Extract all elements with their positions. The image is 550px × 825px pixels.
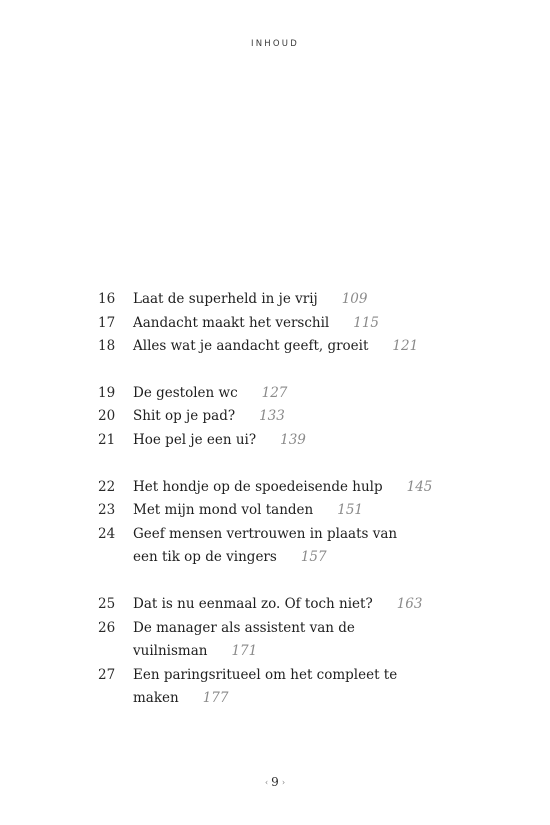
chapter-number: 24: [98, 525, 116, 542]
chapter-title: [133, 499, 363, 523]
chapter-title-text: Het hondje op de spoedeisende hulp: [133, 478, 383, 495]
chapter-number: 18: [98, 338, 116, 355]
chapter-title: [133, 429, 306, 453]
toc-group: [0, 476, 550, 570]
chapter-title: [133, 288, 367, 312]
page-reference: 127: [261, 384, 288, 401]
chapter-title-line: [133, 499, 363, 523]
chapter-title-text: Laat de superheld in je vrij: [133, 291, 318, 307]
ornament-left-icon: ‹: [264, 778, 269, 787]
chapter-number: 19: [98, 384, 116, 401]
chapter-title-text: Hoe pel je een ui?: [133, 431, 257, 448]
chapter-title-line: Geef mensen vertrouwen in plaats van: [133, 525, 398, 542]
chapter-title-text: Met mijn mond vol tanden: [133, 502, 314, 519]
chapter-title: [133, 617, 453, 664]
chapter-title: [133, 593, 422, 617]
chapter-title-line: [133, 405, 285, 429]
chapter-title-line: [133, 335, 418, 359]
chapter-title-line: [133, 546, 397, 570]
chapter-title-line: [133, 664, 453, 711]
chapter-title: [133, 312, 379, 336]
chapter-title-text: Shit op je pad?: [133, 408, 236, 425]
page-reference: 163: [396, 595, 423, 612]
chapter-title-text: De manager als assistent van de vuilnisman: [133, 619, 355, 660]
chapter-title-text: Alles wat je aandacht geeft, groeit: [133, 338, 369, 355]
page-reference: 109: [341, 291, 368, 307]
chapter-title: [133, 523, 397, 570]
toc-entry: [0, 664, 550, 711]
page-reference: 133: [259, 408, 285, 425]
page-footer: [0, 775, 550, 789]
chapter-title-text: De gestolen wc: [133, 384, 238, 401]
toc-entry: [0, 312, 550, 336]
section-title: INHOUD: [251, 39, 299, 49]
chapter-number: 20: [98, 408, 116, 425]
chapter-title: [133, 476, 432, 500]
chapter-number: 16: [98, 291, 116, 307]
chapter-title: [133, 335, 418, 359]
chapter-title-line: [133, 617, 453, 664]
page-reference: 171: [231, 643, 258, 660]
chapter-title-line: [133, 593, 422, 617]
toc-group: [0, 382, 550, 453]
toc-entry: [0, 476, 550, 500]
page-reference: 157: [300, 549, 327, 566]
toc-group: [0, 593, 550, 711]
chapter-title-line: [133, 476, 432, 500]
toc-entry: [0, 335, 550, 359]
toc-entry: [0, 593, 550, 617]
chapter-title: [133, 382, 287, 406]
chapter-number: 17: [98, 314, 116, 331]
chapter-title-text: Aandacht maakt het verschil: [133, 314, 330, 331]
page-number: 9: [271, 775, 279, 789]
table-of-contents: [0, 288, 550, 734]
page-reference: 151: [337, 502, 364, 519]
chapter-title-text: een tik op de vingers: [133, 549, 277, 566]
chapter-title-line: [133, 288, 367, 312]
page-reference: 145: [406, 478, 433, 495]
chapter-title-line: [133, 312, 379, 336]
page-header: [0, 39, 550, 49]
toc-entry: [0, 523, 550, 570]
chapter-number: 27: [98, 666, 116, 683]
chapter-title-text: Een paringsritueel om het compleet te maken: [133, 666, 398, 707]
page-reference: 177: [202, 690, 229, 707]
page-reference: 139: [280, 431, 306, 448]
chapter-title-line: [133, 382, 287, 406]
chapter-number: 21: [98, 431, 116, 448]
chapter-number: 23: [98, 502, 116, 519]
toc-entry: [0, 499, 550, 523]
chapter-number: 26: [98, 619, 116, 636]
toc-entry: [0, 405, 550, 429]
toc-entry: [0, 382, 550, 406]
chapter-title-line: [133, 429, 306, 453]
chapter-number: 25: [98, 595, 116, 612]
toc-entry: [0, 429, 550, 453]
toc-entry: [0, 617, 550, 664]
chapter-title-text: Dat is nu eenmaal zo. Of toch niet?: [133, 595, 373, 612]
toc-group: [0, 288, 550, 359]
page-reference: 121: [392, 338, 419, 355]
chapter-number: 22: [98, 478, 116, 495]
ornament-right-icon: ›: [281, 778, 286, 787]
toc-entry: [0, 288, 550, 312]
chapter-title: [133, 664, 453, 711]
chapter-title: [133, 405, 285, 429]
page-reference: 115: [353, 314, 380, 331]
